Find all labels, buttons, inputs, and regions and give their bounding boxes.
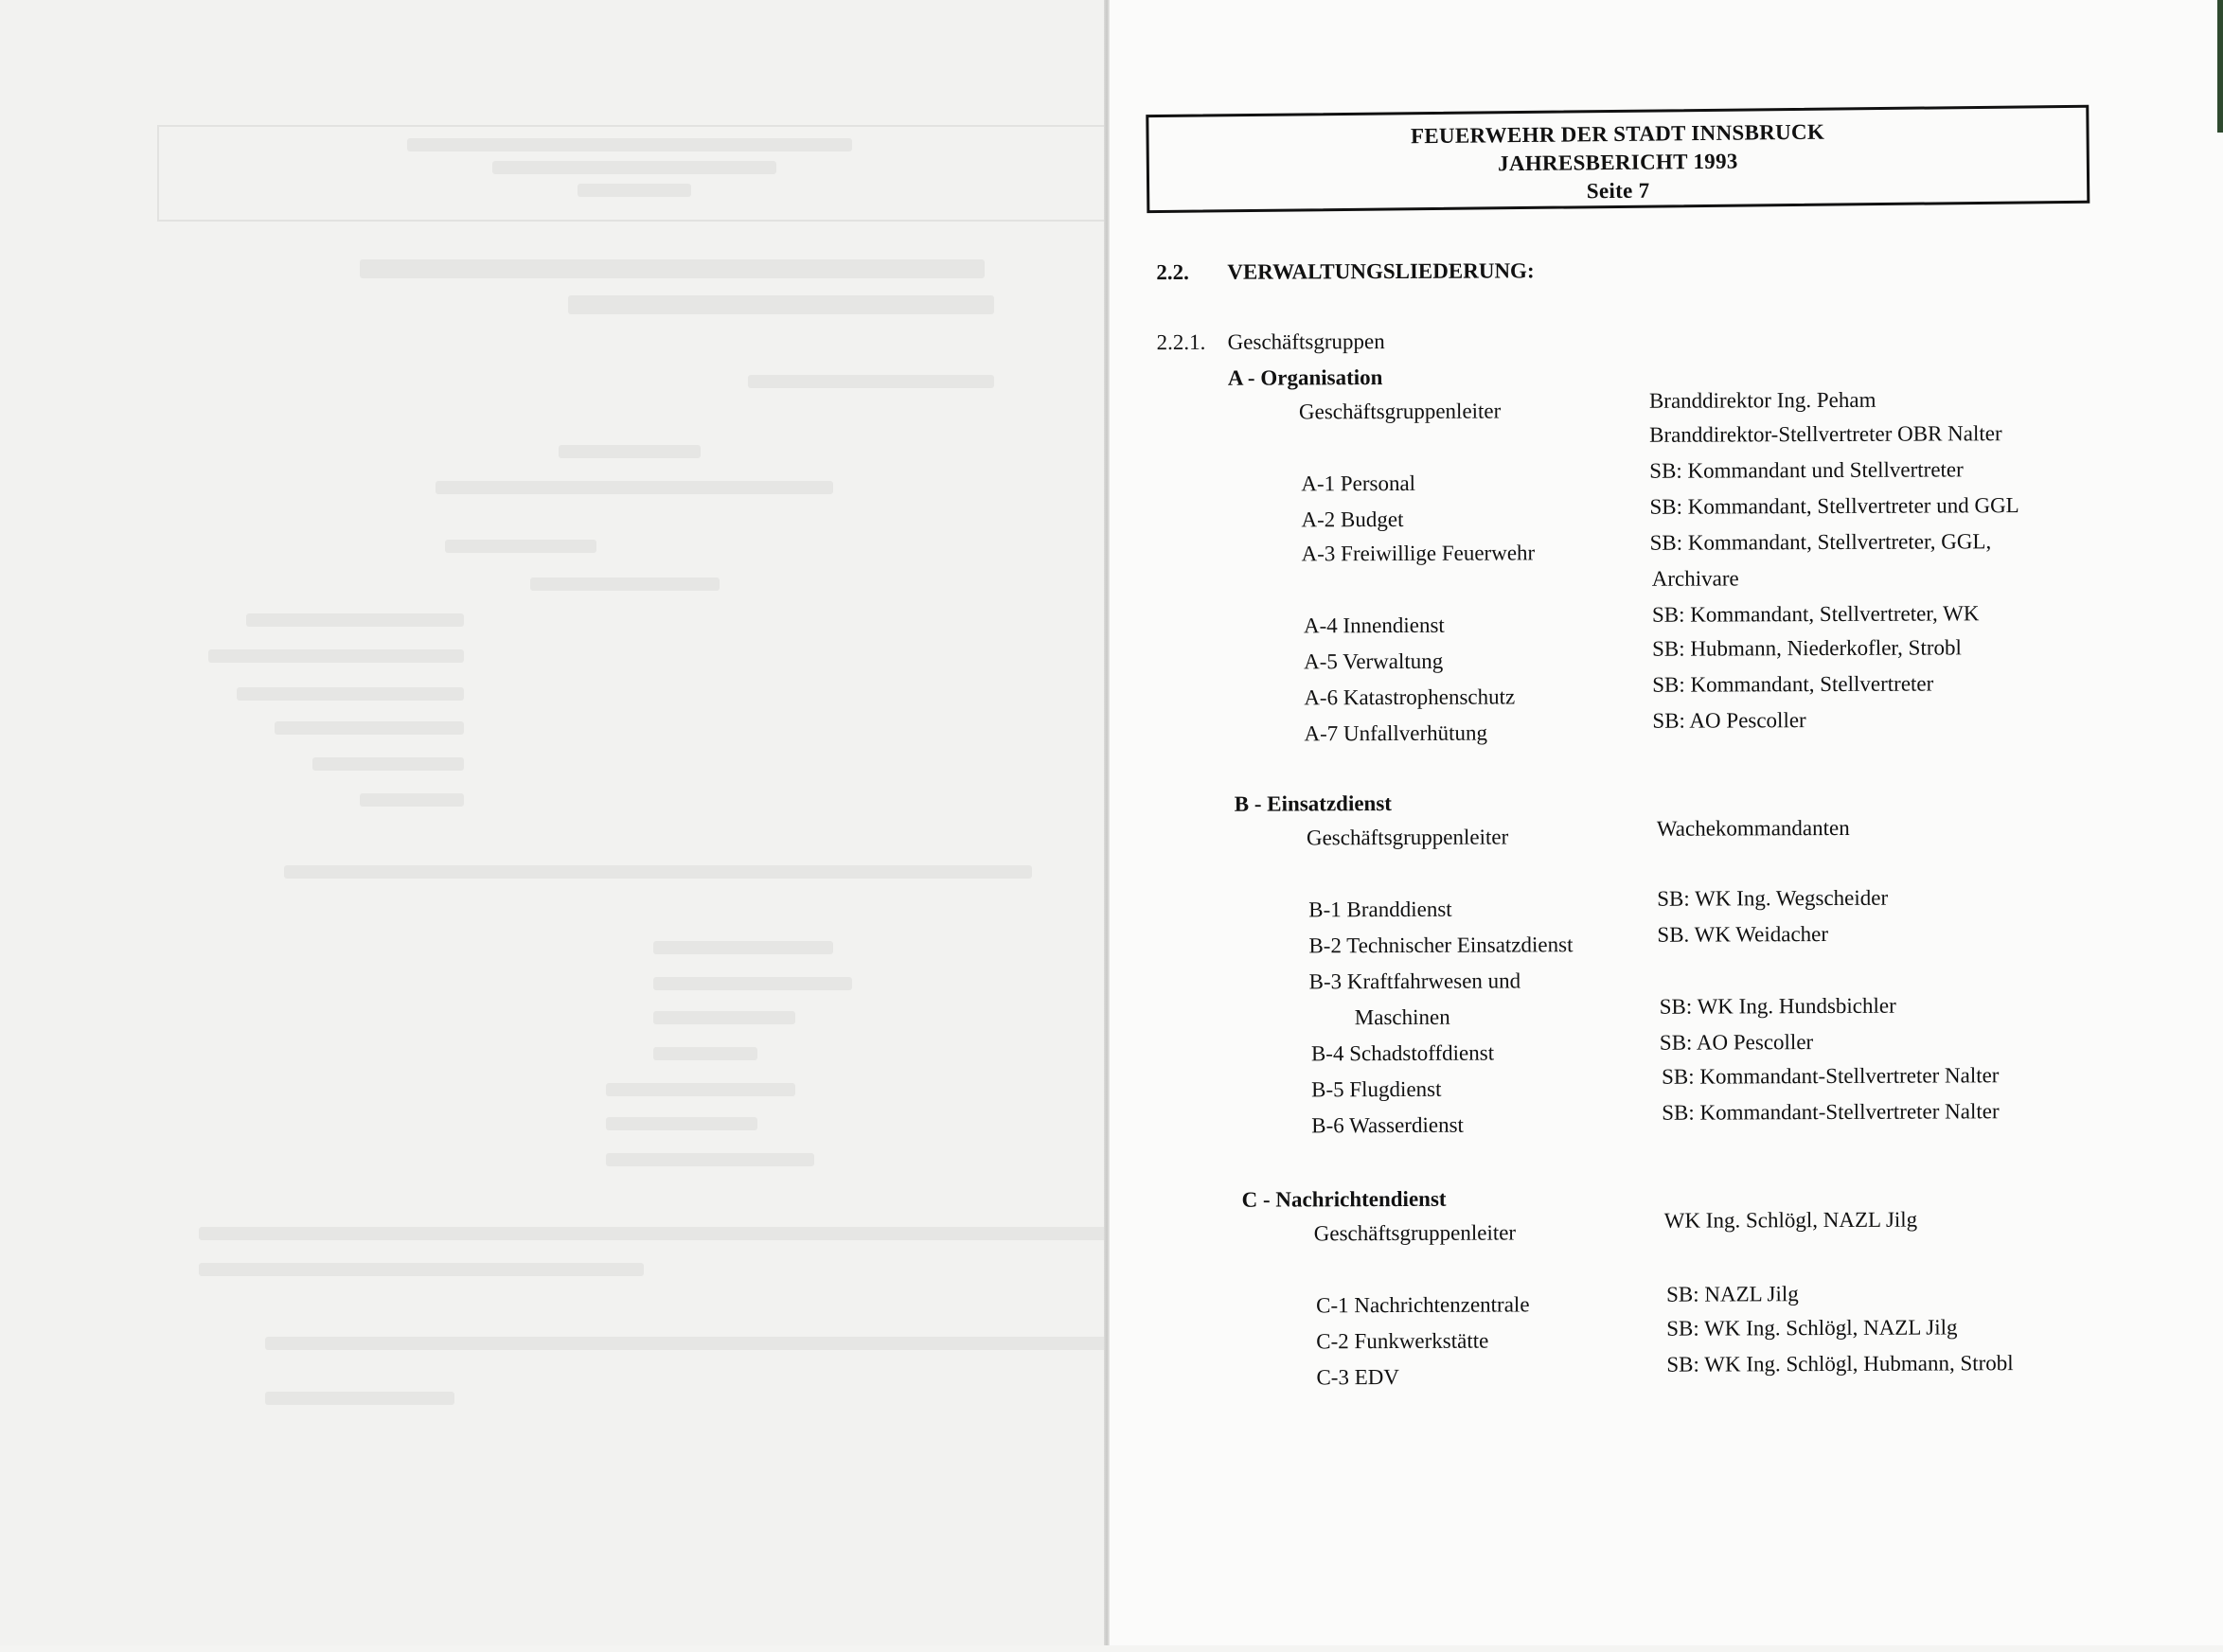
group-b-item-code: B-5 Flugdienst	[1311, 1076, 1442, 1102]
group-c-title: C - Nachrichtendienst	[1241, 1186, 1447, 1212]
subsection-number: 2.2.1.	[1156, 329, 1206, 355]
header-report-title: JAHRESBERICHT 1993	[1497, 149, 1738, 176]
group-b-item-sb: SB: Kommandant-Stellvertreter Nalter	[1661, 1063, 2000, 1089]
group-a-item-code: A-5 Verwaltung	[1304, 648, 1444, 674]
group-a-item-sb: SB: Kommandant, Stellvertreter und GGL	[1649, 493, 2019, 519]
group-b-leader-label: Geschäftsgruppenleiter	[1306, 825, 1509, 850]
group-a-item-code: A-3 Freiwillige Feuerwehr	[1301, 541, 1536, 566]
group-b-item-sb: SB: WK Ing. Wegscheider	[1657, 885, 1889, 911]
group-b-item-sb: SB: Kommandant-Stellvertreter Nalter	[1662, 1099, 2000, 1125]
header-page-number: Seite 7	[1586, 178, 1650, 204]
section-title: VERWALTUNGSLIEDERUNG:	[1227, 258, 1535, 284]
group-b-leader: Wachekommandanten	[1656, 815, 1850, 841]
group-c-leader: WK Ing. Schlögl, NAZL Jilg	[1663, 1207, 1918, 1233]
group-b-item-code: B-1 Branddienst	[1308, 897, 1452, 922]
group-c-item-code: C-1 Nachrichtenzentrale	[1316, 1292, 1530, 1318]
group-a-item-sb: SB: Kommandant und Stellvertreter	[1649, 457, 1964, 483]
group-b-item-code-continued: Maschinen	[1354, 1004, 1450, 1030]
group-b-item-code: B-3 Kraftfahrwesen und	[1308, 968, 1521, 994]
group-b-item-sb: SB: WK Ing. Hundsbichler	[1659, 993, 1896, 1019]
group-a-title: A - Organisation	[1227, 365, 1383, 390]
group-a-item-code: A-6 Katastrophenschutz	[1304, 684, 1516, 710]
group-b-item-code: B-2 Technischer Einsatzdienst	[1308, 933, 1574, 958]
report-header-box	[1146, 105, 2090, 213]
group-b-item-code: B-6 Wasserdienst	[1311, 1112, 1464, 1138]
group-b-item-sb: SB. WK Weidacher	[1657, 921, 1829, 947]
group-a-item-code: A-1 Personal	[1301, 471, 1416, 496]
group-a-item-sb: SB: AO Pescoller	[1652, 708, 1806, 733]
group-b-item-code: B-4 Schadstoffdienst	[1310, 1040, 1495, 1066]
section-number: 2.2.	[1156, 259, 1189, 285]
group-c-item-sb: SB: NAZL Jilg	[1665, 1282, 1799, 1306]
group-a-item-sb-continued: Archivare	[1651, 566, 1739, 591]
group-b-item-sb: SB: AO Pescoller	[1659, 1030, 1814, 1055]
group-a-item-sb: SB: Kommandant, Stellvertreter	[1652, 671, 1934, 697]
header-org-name: FEUERWEHR DER STADT INNSBRUCK	[1410, 119, 1825, 149]
group-c-item-code: C-2 Funkwerkstätte	[1316, 1328, 1489, 1354]
group-a-item-sb: SB: Hubmann, Niederkofler, Strobl	[1652, 635, 1962, 661]
group-a-item-code: A-2 Budget	[1301, 506, 1404, 532]
group-a-leader-1: Branddirektor Ing. Peham	[1648, 387, 1876, 413]
group-b-title: B - Einsatzdienst	[1234, 791, 1392, 816]
group-c-item-code: C-3 EDV	[1316, 1364, 1400, 1390]
group-a-leader-label: Geschäftsgruppenleiter	[1298, 399, 1502, 424]
group-a-leader-2: Branddirektor-Stellvertreter OBR Nalter	[1649, 421, 2002, 447]
group-a-item-sb: SB: Kommandant, Stellvertreter, WK	[1651, 601, 1980, 627]
group-c-leader-label: Geschäftsgruppenleiter	[1313, 1220, 1517, 1246]
group-a-item-code: A-7 Unfallverhütung	[1304, 720, 1488, 746]
group-c-item-sb: SB: WK Ing. Schlögl, NAZL Jilg	[1666, 1315, 1958, 1341]
group-c-item-sb: SB: WK Ing. Schlögl, Hubmann, Strobl	[1666, 1351, 2014, 1377]
group-a-item-code: A-4 Innendienst	[1303, 613, 1445, 638]
subsection-title: Geschäftsgruppen	[1227, 329, 1385, 354]
group-a-item-sb: SB: Kommandant, Stellvertreter, GGL,	[1649, 529, 1992, 555]
